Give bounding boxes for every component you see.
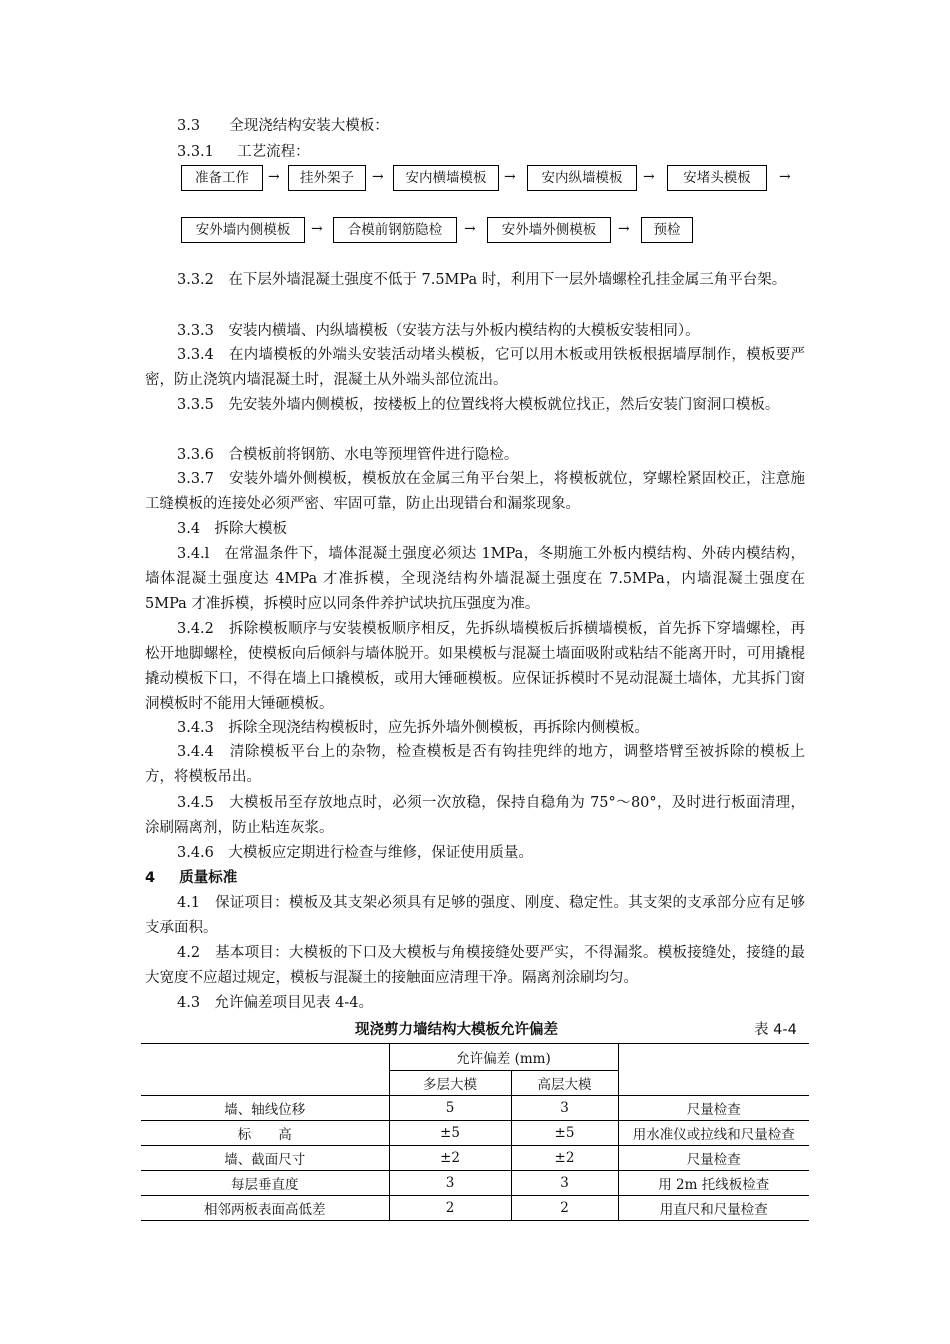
method-cell: 尺量检查 [618,1146,809,1171]
multi-cell: ±5 [389,1121,511,1146]
item-cell: 墙、截面尺寸 [141,1146,389,1171]
item-cell: 每层垂直度 [141,1171,389,1196]
section-title: 质量标准 [179,870,238,886]
method-cell: 用水准仪或拉线和尺量检查 [618,1121,809,1146]
multi-cell: 5 [389,1096,511,1121]
header-method-cell [618,1044,809,1096]
paragraph-3-4-6: 3.4.6 大模板应定期进行检查与维修，保证使用质量。 [177,845,533,861]
paragraph-3-4-1: 3.4.l 在常温条件下，墙体混凝土强度必须达 1MPa，冬期施工外板内模结构、外砖内模结构，墙体混凝土强度达 4MPa 才准拆模，全现浇结构外墙混凝土强度在 7.5MPa，内墙混凝土强度在 5MPa 才准拆模，拆模时应以同条件养护试块抗压强度为准。 [145,546,805,612]
paragraph-3-4-2: 3.4.2 拆除模板顺序与安装模板顺序相反，先拆纵墙模板后拆横墙模板，首先拆下穿墙螺栓，再松开地脚螺栓，使模板向后倾斜与墙体脱开。如果模板与混凝土墙面吸附或粘结不能离开时，可用撬棍撬动模板下口，不得在墙上口撬模板，或用大锤砸模板。应保证拆模时不晃动混凝土墙体，尤其拆门窗洞模板时不能用大锤砸模板。 [145,621,805,712]
high-cell: 2 [511,1196,618,1221]
section-4-heading [145,868,237,888]
item-cell: 标 高 [141,1121,389,1146]
arrow-icon: → [464,221,476,237]
table-row [141,1096,809,1121]
paragraph-3-4-4: 3.4.4 清除模板平台上的杂物，检查模板是否有钩挂兜绊的地方，调整塔臂至被拆除的模板上方，将模板吊出。 [145,744,805,785]
multi-cell: ±2 [389,1146,511,1171]
method-cell: 尺量检查 [618,1096,809,1121]
section-number: 3.3.1 [177,144,214,160]
section-number: 3.3 [177,118,201,134]
section-3-3-heading [177,116,389,136]
paragraph-4-2: 4.2 基本项目：大模板的下口及大模板与角模接缝处要严实，不得漏浆。模板接缝处，接缝的最大宽度不应超过规定，模板与混凝土的接触面应清理干净。隔离剂涂刷均匀。 [145,945,805,986]
flow-step: 安外墙外侧模板 [487,217,611,243]
paragraph-3-3-7: 3.3.7 安装外墙外侧模板，模板放在金属三角平台架上，将模板就位，穿螺栓紧固校正，注意施工缝模板的连接处必须严密、牢固可靠，防止出现错台和漏浆现象。 [145,471,805,512]
flow-step: 安内纵墙模板 [527,165,637,191]
multi-cell: 3 [389,1171,511,1196]
table-caption: 现浇剪力墙结构大模板允许偏差 [355,1022,558,1038]
arrow-icon: → [618,221,630,237]
heading-3-4: 3.4 拆除大模板 [177,521,288,537]
flow-step: 安内横墙模板 [393,165,499,191]
table-number: 表 4-4 [754,1022,797,1038]
table-row [141,1196,809,1221]
flow-step: 合模前钢筋隐检 [333,217,457,243]
arrow-icon: → [268,169,280,185]
item-cell: 相邻两板表面高低差 [141,1196,389,1221]
section-title: 工艺流程： [237,144,310,160]
paragraph-3-3-4: 3.3.4 在内墙模板的外端头安装活动堵头模板，它可以用木板或用铁板根据墙厚制作，模板要严密，防止浇筑内墙混凝土时，混凝土从外端头部位流出。 [145,347,805,388]
header-high-cell: 高层大模 [511,1071,618,1096]
paragraph-3-4-5: 3.4.5 大模板吊至存放地点时，必须一次放稳，保持自稳角为 75°～80°，及时进行板面清理，涂刷隔离剂，防止粘连灰浆。 [145,795,805,836]
flow-step: 挂外架子 [288,165,366,191]
flow-step: 安堵头模板 [667,165,767,191]
section-3-3-1-heading [177,142,310,162]
table-header-row [141,1044,809,1071]
flow-step: 安外墙内侧模板 [181,217,305,243]
arrow-icon: → [504,169,516,185]
item-cell: 墙、轴线位移 [141,1096,389,1121]
section-title: 全现浇结构安装大模板： [229,118,389,134]
paragraph-4-1: 4.1 保证项目：模板及其支架必须具有足够的强度、刚度、稳定性。其支架的支承部分应有足够支承面积。 [145,895,805,936]
header-group-cell: 允许偏差 (mm) [389,1044,618,1071]
paragraph-3-4-3: 3.4.3 拆除全现浇结构模板时，应先拆外墙外侧模板，再拆除内侧模板。 [177,720,649,736]
high-cell: ±2 [511,1146,618,1171]
multi-cell: 2 [389,1196,511,1221]
method-cell: 用直尺和尺量检查 [618,1196,809,1221]
high-cell: 3 [511,1171,618,1196]
flow-step: 预检 [641,217,693,243]
high-cell: ±5 [511,1121,618,1146]
method-cell: 用 2m 托线板检查 [618,1171,809,1196]
table-row [141,1146,809,1171]
header-multi-cell: 多层大模 [389,1071,511,1096]
header-item-cell [141,1044,389,1096]
paragraph-3-3-5: 3.3.5 先安装外墙内侧模板，按楼板上的位置线将大模板就位找正，然后安装门窗洞口模板。 [177,397,780,413]
paragraph-4-3: 4.3 允许偏差项目见表 4-4。 [177,995,374,1011]
paragraph-3-3-3: 3.3.3 安装内横墙、内纵墙模板（安装方法与外板内模结构的大模板安装相同）。 [177,323,700,339]
flow-step: 准备工作 [181,165,263,191]
arrow-icon: → [779,169,791,185]
arrow-icon: → [643,169,655,185]
arrow-icon: → [372,169,384,185]
arrow-icon: → [311,221,323,237]
section-number: 4 [145,870,156,886]
paragraph-3-3-6: 3.3.6 合模板前将钢筋、水电等预埋管件进行隐检。 [177,447,519,463]
high-cell: 3 [511,1096,618,1121]
table-row [141,1171,809,1196]
paragraph-3-3-2: 3.3.2 在下层外墙混凝土强度不低于 7.5MPa 时，利用下一层外墙螺栓孔挂金属三角平台架。 [177,272,787,288]
table-row [141,1121,809,1146]
deviation-table [141,1043,809,1221]
